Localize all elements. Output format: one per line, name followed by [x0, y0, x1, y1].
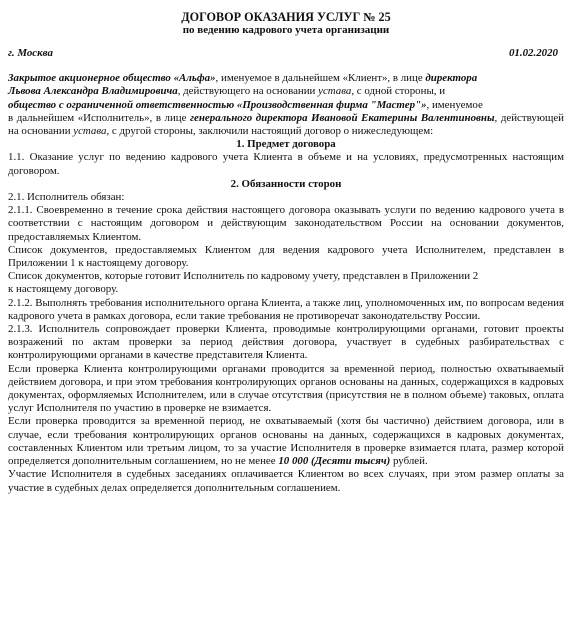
clause-2-1-3: 2.1.3. Исполнитель сопровождает проверки Клиента, проводимые контролирующими органами, готовит проекты возражений по актам проверки за период действия договора, участвует в судебных разбирательствах с контролирующими органами в качестве представителя Клиента.: [8, 323, 564, 362]
clause-2-1: 2.1. Исполнитель обязан:: [8, 191, 125, 204]
parties-paragraph-1: Закрытое акционерное общество «Альфа», именуемое в дальнейшем «Клиент», в лице директора Львова Александра Владимировича, действующего на основании устава, с одной стороны, и общество с ограниченной ответственностью «Производственная фирма "Мастер"», именуемое: [8, 72, 483, 111]
court-participation-paragraph: Участие Исполнителя в судебных заседаниях оплачивается Клиентом во всех случаях, при этом размер оплаты за участие в судебных делах определяется дополнительным соглашением.: [8, 468, 564, 494]
parties-paragraph-2: в дальнейшем «Исполнитель», в лице генерального директора Ивановой Екатерины Валентиновны, действующей на основании устава, с другой стороны, заключили настоящий договор о нижеследующем:: [8, 111, 565, 138]
clause-2-1-2: 2.1.2. Выполнять требования исполнительного органа Клиента, а также лиц, уполномоченных им, по вопросам ведения кадрового учета в рамках договора, если такие требования не противоречат законодательству России.: [8, 296, 565, 322]
section-1-paragraph: 1.1. Оказание услуг по ведению кадрового учета Клиента в объеме и на условиях, предусмотренных настоящим договором.: [8, 151, 564, 177]
documents-list-2: Список документов, которые готовит Исполнитель по кадровому учету, представлен в Приложении 2: [8, 270, 479, 283]
documents-list-1: Список документов, предоставляемых Клиентом для ведения кадрового учета Исполнителем, представлен в Приложении 1 к настоящему договору.: [8, 243, 564, 270]
client-director-name: Львова Александра Владимировича: [8, 85, 178, 98]
clause-2-1-1: 2.1.1. Своевременно в течение срока действия настоящего договора оказывать услуги по ведению кадрового учета в соответствии с настоящим договором и действующим законодательством России на основании документов, предоставляемых Клиентом.: [8, 204, 564, 243]
section-1-title: 1. Предмет договора: [236, 138, 336, 151]
contract-subtitle: по ведению кадрового учета организации: [182, 24, 390, 36]
city-date-row: [8, 47, 558, 60]
inspection-paragraph-2: Если проверка проводится за временной период, не охватываемый (хотя бы частично) действием договора, или в случае, если требования контролирующих органов основаны на данных, содержащихся в кадровых документах, составленных Клиентом или третьим лицом, то за участие Исполнителя в проверке взимается плата, размер которой определяется дополнительным соглашением, но не менее 10 000 (Десяти тысяч) рублей.: [8, 415, 564, 468]
contract-title: ДОГОВОР ОКАЗАНИЯ УСЛУГ № 25: [181, 10, 391, 24]
contractor-company-name: общество с ограниченной ответственностью «Производственная фирма "Мастер"»: [8, 98, 427, 111]
inspection-paragraph-1: Если проверка Клиента контролирующими органами проводится за временной период, полностью охватываемый действием договора, и при этом требования контролирующих органов основаны на данных, содержащихся в кадровых документах, оформляемых Исполнителем, или в случае отсутствия (присутствия не в полном объеме) таковых, оплата услуг Исполнителя по участию в проверке не взимается.: [8, 362, 564, 415]
contractor-director-name: генерального директора Ивановой Екатерины Валентиновны: [190, 111, 495, 124]
client-company-name: Закрытое акционерное общество «Альфа»: [8, 72, 216, 85]
contract-date: 01.02.2020: [508, 47, 558, 59]
contract-city: г. Москва: [8, 47, 53, 59]
fee-amount: 10 000 (Десяти тысяч): [278, 455, 391, 468]
documents-list-2-end: к настоящему договору.: [8, 283, 119, 296]
section-2-title: 2. Обязанности сторон: [230, 177, 342, 190]
